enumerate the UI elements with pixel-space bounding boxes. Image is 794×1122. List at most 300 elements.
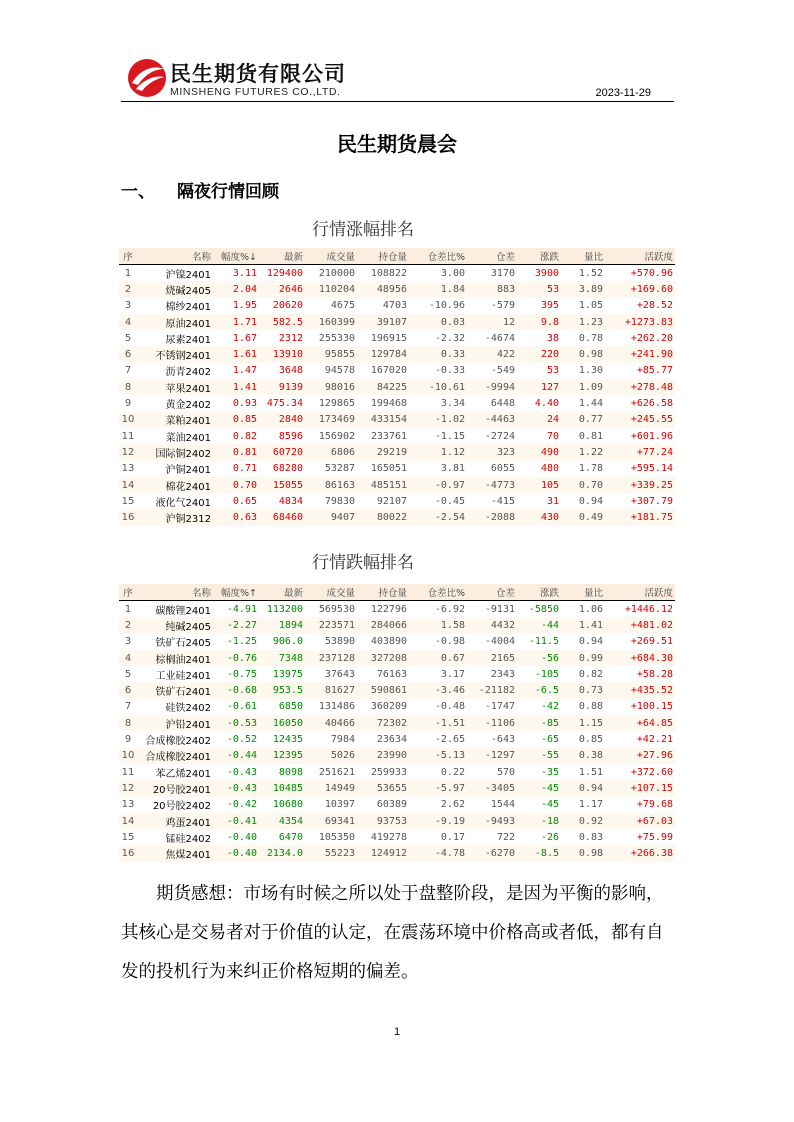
col-header-activity[interactable]: 活跃度 [605,584,675,601]
cell-price-change: -5850 [517,601,561,618]
cell-open-interest: 80022 [357,509,409,525]
cell-price-change: -35 [517,764,561,780]
cell-oi-change-pct: -5.13 [409,748,467,764]
cell-change-pct: -0.43 [213,764,259,780]
cell-index: 6 [119,346,137,362]
cell-volume: 105350 [305,829,357,845]
cell-activity: +79.68 [605,797,675,813]
cell-oi-change-pct: 3.00 [409,265,467,282]
table-row[interactable] [119,314,675,330]
cell-oi-change-pct: 0.22 [409,764,467,780]
cell-last: 15055 [259,477,305,493]
cell-index: 16 [119,845,137,861]
cell-name: 液化气2401 [137,493,213,509]
cell-open-interest: 403890 [357,634,409,650]
cell-change-pct: -2.27 [213,617,259,633]
cell-last: 10680 [259,797,305,813]
cell-open-interest: 108822 [357,265,409,282]
cell-price-change: -45 [517,780,561,796]
table-row[interactable] [119,493,675,509]
cell-price-change: -26 [517,829,561,845]
cell-last: 4834 [259,493,305,509]
cell-volume-ratio: 1.44 [561,395,605,411]
cell-volume: 223571 [305,617,357,633]
cell-oi-change: 12 [467,314,517,330]
cell-change-pct: 3.11 [213,265,259,282]
cell-name: 菜粕2401 [137,412,213,428]
cell-oi-change: -549 [467,363,517,379]
cell-volume: 5026 [305,748,357,764]
cell-oi-change: 2165 [467,650,517,666]
cell-open-interest: 419278 [357,829,409,845]
cell-index: 11 [119,764,137,780]
col-header-volume[interactable]: 成交量 [305,584,357,601]
cell-activity: +269.51 [605,634,675,650]
cell-open-interest: 196915 [357,330,409,346]
cell-price-change: 430 [517,509,561,525]
cell-name: 合成橡胶2402 [137,731,213,747]
cell-price-change: -55 [517,748,561,764]
cell-activity: +75.99 [605,829,675,845]
cell-index: 5 [119,330,137,346]
cell-volume: 9407 [305,509,357,525]
cell-volume-ratio: 0.85 [561,731,605,747]
table-row[interactable] [119,330,675,346]
cell-oi-change-pct: 3.34 [409,395,467,411]
cell-activity: +435.52 [605,682,675,698]
cell-last: 582.5 [259,314,305,330]
col-header-index[interactable]: 序 [119,248,137,265]
cell-oi-change-pct: -10.96 [409,298,467,314]
cell-name: 棉纱2401 [137,298,213,314]
cell-price-change: -18 [517,813,561,829]
rise-ranking-table [119,248,675,526]
cell-open-interest: 284066 [357,617,409,633]
table-row[interactable] [119,461,675,477]
table-row[interactable] [119,444,675,460]
cell-volume-ratio: 0.49 [561,509,605,525]
cell-change-pct: -0.43 [213,780,259,796]
table-row[interactable] [119,650,675,666]
cell-change-pct: -0.40 [213,829,259,845]
cell-oi-change: -4004 [467,634,517,650]
col-header-name[interactable]: 名称 [137,584,213,601]
cell-oi-change: -21182 [467,682,517,698]
cell-name: 沪铜2401 [137,461,213,477]
cell-change-pct: -0.44 [213,748,259,764]
cell-activity: +372.60 [605,764,675,780]
cell-volume-ratio: 1.15 [561,715,605,731]
cell-last: 7348 [259,650,305,666]
cell-change-pct: 1.61 [213,346,259,362]
cell-volume: 7984 [305,731,357,747]
cell-last: 12435 [259,731,305,747]
cell-volume-ratio: 0.78 [561,330,605,346]
cell-index: 14 [119,813,137,829]
table-row[interactable] [119,509,675,525]
cell-volume-ratio: 0.70 [561,477,605,493]
cell-activity: +58.28 [605,666,675,682]
cell-activity: +42.21 [605,731,675,747]
cell-volume-ratio: 1.30 [561,363,605,379]
cell-open-interest: 76163 [357,666,409,682]
cell-last: 13910 [259,346,305,362]
cell-oi-change-pct: -5.97 [409,780,467,796]
cell-change-pct: 0.85 [213,412,259,428]
cell-name: 硅铁2402 [137,699,213,715]
cell-name: 苹果2401 [137,379,213,395]
cell-oi-change-pct: -0.45 [409,493,467,509]
cell-last: 16050 [259,715,305,731]
cell-change-pct: -0.42 [213,797,259,813]
cell-change-pct: 0.70 [213,477,259,493]
cell-volume: 81627 [305,682,357,698]
cell-open-interest: 93753 [357,813,409,829]
cell-activity: +67.03 [605,813,675,829]
minsheng-logo-icon [126,57,168,99]
cell-open-interest: 48956 [357,281,409,297]
cell-volume-ratio: 1.06 [561,601,605,618]
col-header-name[interactable]: 名称 [137,248,213,265]
col-header-volume[interactable]: 成交量 [305,248,357,265]
cell-oi-change-pct: -1.02 [409,412,467,428]
fall-ranking-table [119,584,675,862]
cell-activity: +684.30 [605,650,675,666]
cell-open-interest: 485151 [357,477,409,493]
cell-name: 纯碱2405 [137,617,213,633]
table-row[interactable] [119,682,675,698]
cell-change-pct: 0.65 [213,493,259,509]
col-header-index[interactable]: 序 [119,584,137,601]
cell-open-interest: 53655 [357,780,409,796]
cell-oi-change-pct: -9.19 [409,813,467,829]
cell-price-change: 480 [517,461,561,477]
cell-last: 129400 [259,265,305,282]
table-row[interactable] [119,845,675,861]
company-name-en: MINSHENG FUTURES CO.,LTD. [170,86,341,98]
cell-volume-ratio: 0.38 [561,748,605,764]
cell-price-change: 3900 [517,265,561,282]
table-row[interactable] [119,666,675,682]
cell-oi-change: -9131 [467,601,517,618]
table-row[interactable] [119,298,675,314]
col-header-last[interactable]: 最新 [259,584,305,601]
cell-change-pct: -1.25 [213,634,259,650]
cell-open-interest: 165051 [357,461,409,477]
cell-oi-change: 3170 [467,265,517,282]
cell-volume-ratio: 0.77 [561,412,605,428]
cell-price-change: -65 [517,731,561,747]
cell-change-pct: -4.91 [213,601,259,618]
cell-last: 2840 [259,412,305,428]
cell-volume-ratio: 0.94 [561,493,605,509]
cell-name: 沪铅2401 [137,715,213,731]
cell-index: 13 [119,461,137,477]
cell-volume: 53287 [305,461,357,477]
cell-oi-change-pct: -10.61 [409,379,467,395]
col-header-price-change[interactable]: 涨跌 [517,248,561,265]
cell-volume: 14949 [305,780,357,796]
cell-index: 3 [119,298,137,314]
cell-price-change: -45 [517,797,561,813]
table-row[interactable] [119,601,675,618]
table-row[interactable] [119,346,675,362]
cell-index: 1 [119,265,137,282]
cell-open-interest: 233761 [357,428,409,444]
cell-name: 锰硅2402 [137,829,213,845]
section-title: 隔夜行情回顾 [177,182,279,202]
cell-change-pct: -0.41 [213,813,259,829]
cell-oi-change: -1297 [467,748,517,764]
cell-volume-ratio: 1.78 [561,461,605,477]
cell-last: 68460 [259,509,305,525]
cell-price-change: -8.5 [517,845,561,861]
cell-activity: +28.52 [605,298,675,314]
cell-activity: +85.77 [605,363,675,379]
cell-open-interest: 129784 [357,346,409,362]
table-row[interactable] [119,265,675,282]
cell-oi-change: -6270 [467,845,517,861]
cell-oi-change-pct: 0.33 [409,346,467,362]
cell-change-pct: -0.76 [213,650,259,666]
cell-oi-change-pct: -0.97 [409,477,467,493]
col-header-open-interest[interactable]: 持仓量 [357,584,409,601]
cell-price-change: -11.5 [517,634,561,650]
cell-oi-change: -9493 [467,813,517,829]
cell-oi-change: -1106 [467,715,517,731]
cell-change-pct: 1.41 [213,379,259,395]
cell-oi-change-pct: 1.12 [409,444,467,460]
table-row[interactable] [119,715,675,731]
cell-volume: 95855 [305,346,357,362]
cell-name: 不锈钢2401 [137,346,213,362]
cell-index: 2 [119,617,137,633]
cell-volume-ratio: 0.73 [561,682,605,698]
cell-change-pct: -0.53 [213,715,259,731]
cell-last: 2646 [259,281,305,297]
cell-open-interest: 23634 [357,731,409,747]
table-row[interactable] [119,764,675,780]
cell-oi-change-pct: 0.17 [409,829,467,845]
col-header-last[interactable]: 最新 [259,248,305,265]
cell-last: 13975 [259,666,305,682]
cell-volume-ratio: 1.23 [561,314,605,330]
cell-activity: +339.25 [605,477,675,493]
cell-oi-change-pct: 1.84 [409,281,467,297]
cell-volume: 6806 [305,444,357,460]
col-header-volume-ratio[interactable]: 量比 [561,248,605,265]
cell-activity: +64.85 [605,715,675,731]
cell-activity: +181.75 [605,509,675,525]
col-header-oi-change[interactable]: 仓差 [467,248,517,265]
table-row[interactable] [119,477,675,493]
table-row[interactable] [119,395,675,411]
cell-oi-change-pct: 3.17 [409,666,467,682]
col-header-change-pct[interactable]: 幅度%↑ [213,584,259,601]
table-row[interactable] [119,412,675,428]
col-header-activity[interactable]: 活跃度 [605,248,675,265]
col-header-change-pct[interactable]: 幅度%↓ [213,248,259,265]
cell-oi-change: 422 [467,346,517,362]
cell-oi-change-pct: -2.32 [409,330,467,346]
report-date: 2023-11-29 [595,87,651,99]
cell-index: 7 [119,363,137,379]
header-divider [121,101,674,102]
table-row[interactable] [119,428,675,444]
cell-last: 12395 [259,748,305,764]
table-row[interactable] [119,634,675,650]
cell-open-interest: 92107 [357,493,409,509]
table-row[interactable] [119,748,675,764]
cell-volume: 156902 [305,428,357,444]
cell-oi-change: 6055 [467,461,517,477]
cell-index: 3 [119,634,137,650]
cell-activity: +1446.12 [605,601,675,618]
cell-open-interest: 327208 [357,650,409,666]
cell-oi-change: -2724 [467,428,517,444]
cell-volume: 86163 [305,477,357,493]
cell-open-interest: 259933 [357,764,409,780]
cell-index: 10 [119,412,137,428]
col-header-price-change[interactable]: 涨跌 [517,584,561,601]
cell-volume-ratio: 1.51 [561,764,605,780]
cell-last: 2134.0 [259,845,305,861]
cell-last: 2312 [259,330,305,346]
table-row[interactable] [119,829,675,845]
cell-change-pct: -0.40 [213,845,259,861]
cell-index: 8 [119,379,137,395]
cell-index: 7 [119,699,137,715]
cell-activity: +169.60 [605,281,675,297]
cell-oi-change: -415 [467,493,517,509]
cell-volume-ratio: 1.05 [561,298,605,314]
cell-oi-change: -4463 [467,412,517,428]
cell-activity: +262.20 [605,330,675,346]
cell-index: 9 [119,731,137,747]
cell-index: 2 [119,281,137,297]
cell-volume-ratio: 0.92 [561,813,605,829]
cell-price-change: 24 [517,412,561,428]
document-title: 民生期货晨会 [337,132,457,156]
cell-oi-change-pct: -3.46 [409,682,467,698]
cell-volume-ratio: 0.94 [561,780,605,796]
cell-index: 9 [119,395,137,411]
cell-activity: +626.58 [605,395,675,411]
fall-table-caption: 行情跌幅排名 [312,553,414,573]
cell-last: 68280 [259,461,305,477]
table-row[interactable] [119,780,675,796]
cell-change-pct: -0.52 [213,731,259,747]
table-row[interactable] [119,379,675,395]
cell-name: 尿素2401 [137,330,213,346]
cell-last: 6850 [259,699,305,715]
cell-activity: +278.48 [605,379,675,395]
table-row[interactable] [119,813,675,829]
cell-oi-change-pct: -0.98 [409,634,467,650]
table-row[interactable] [119,731,675,747]
cell-open-interest: 4703 [357,298,409,314]
cell-name: 鸡蛋2401 [137,813,213,829]
cell-volume: 251621 [305,764,357,780]
table-header-row [119,248,675,265]
cell-volume: 53890 [305,634,357,650]
cell-open-interest: 72302 [357,715,409,731]
cell-name: 碳酸锂2401 [137,601,213,618]
col-header-volume-ratio[interactable]: 量比 [561,584,605,601]
cell-volume: 69341 [305,813,357,829]
cell-oi-change-pct: -0.33 [409,363,467,379]
cell-price-change: 70 [517,428,561,444]
cell-volume: 94578 [305,363,357,379]
cell-activity: +266.38 [605,845,675,861]
cell-oi-change: 722 [467,829,517,845]
cell-open-interest: 60389 [357,797,409,813]
cell-last: 60720 [259,444,305,460]
cell-index: 14 [119,477,137,493]
cell-name: 20号胶2402 [137,797,213,813]
col-header-open-interest[interactable]: 持仓量 [357,248,409,265]
cell-name: 原油2401 [137,314,213,330]
cell-index: 12 [119,444,137,460]
cell-last: 475.34 [259,395,305,411]
cell-change-pct: 2.04 [213,281,259,297]
table-row[interactable] [119,617,675,633]
cell-name: 国际铜2402 [137,444,213,460]
cell-oi-change: 4432 [467,617,517,633]
cell-price-change: -56 [517,650,561,666]
table-row[interactable] [119,699,675,715]
cell-name: 苯乙烯2401 [137,764,213,780]
cell-volume: 98016 [305,379,357,395]
cell-last: 8596 [259,428,305,444]
table-row[interactable] [119,797,675,813]
table-row[interactable] [119,363,675,379]
cell-open-interest: 433154 [357,412,409,428]
cell-volume-ratio: 1.41 [561,617,605,633]
cell-volume-ratio: 0.98 [561,346,605,362]
cell-index: 4 [119,314,137,330]
cell-last: 3648 [259,363,305,379]
cell-open-interest: 360209 [357,699,409,715]
cell-last: 20620 [259,298,305,314]
col-header-oi-change-pct[interactable]: 仓差比% [409,584,467,601]
cell-price-change: -42 [517,699,561,715]
cell-price-change: -85 [517,715,561,731]
table-row[interactable] [119,281,675,297]
cell-volume-ratio: 0.94 [561,634,605,650]
cell-change-pct: 0.82 [213,428,259,444]
cell-price-change: 220 [517,346,561,362]
cell-oi-change-pct: 3.81 [409,461,467,477]
cell-name: 沥青2402 [137,363,213,379]
cell-index: 15 [119,493,137,509]
cell-oi-change-pct: -2.54 [409,509,467,525]
cell-volume: 129865 [305,395,357,411]
cell-price-change: 9.8 [517,314,561,330]
col-header-oi-change-pct[interactable]: 仓差比% [409,248,467,265]
cell-name: 工业硅2401 [137,666,213,682]
company-logo [126,57,366,101]
cell-change-pct: 0.81 [213,444,259,460]
cell-change-pct: 0.93 [213,395,259,411]
col-header-oi-change[interactable]: 仓差 [467,584,517,601]
cell-activity: +27.96 [605,748,675,764]
cell-open-interest: 124912 [357,845,409,861]
cell-oi-change-pct: -4.78 [409,845,467,861]
cell-volume: 160399 [305,314,357,330]
cell-volume-ratio: 0.99 [561,650,605,666]
cell-index: 12 [119,780,137,796]
